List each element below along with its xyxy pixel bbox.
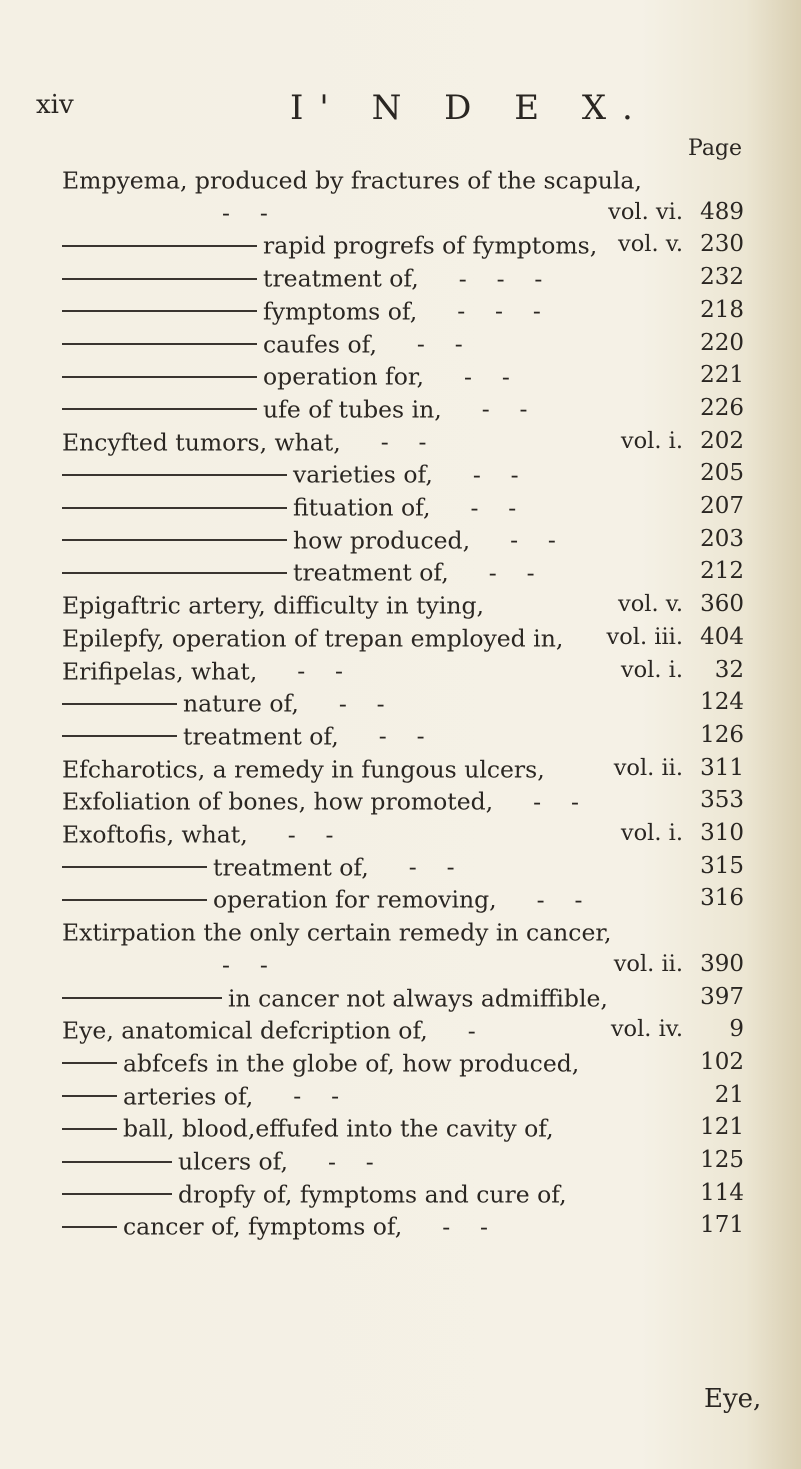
entry-page-number: 102 (700, 1048, 744, 1075)
entry-text: Exoftofis, what, (62, 820, 248, 849)
index-entry (62, 655, 343, 685)
ditto-rule (62, 343, 257, 345)
entry-page-number: 230 (700, 231, 744, 258)
entry-page-number: 397 (700, 983, 744, 1010)
entry-text: abfcefs in the globe of, how produced, (123, 1049, 580, 1078)
leader-dashes: - - (378, 722, 425, 751)
leader-dashes: - - - (458, 264, 543, 293)
entry-volume: vol. i. (620, 656, 683, 683)
entry-page-number: 353 (700, 787, 744, 814)
ditto-rule (62, 507, 287, 509)
entry-page-number: 360 (700, 591, 744, 618)
entry-text: caufes of, (263, 330, 377, 358)
entry-page-number: 311 (700, 754, 744, 781)
entry-text: treatment of, (213, 853, 369, 882)
index-entry (62, 393, 527, 423)
entry-text: Exfoliation of bones, how promoted, (62, 787, 494, 816)
entry-page-number: 203 (700, 525, 744, 552)
entry-page-number: 114 (700, 1179, 744, 1206)
index-entry (62, 720, 425, 750)
ditto-rule (62, 997, 222, 999)
entry-text: ball, blood,effufed into the cavity of, (123, 1114, 554, 1143)
entry-volume: vol. v. (618, 231, 683, 258)
entry-text: Encyfted tumors, what, (62, 428, 341, 457)
index-entry (62, 851, 455, 881)
index-entry (62, 426, 426, 456)
leader-dashes: - - - (457, 297, 541, 326)
index-entry (62, 262, 542, 292)
leader-dashes: - - (481, 395, 528, 424)
entry-text: ufe of tubes in, (263, 395, 442, 424)
index-entry (62, 360, 510, 390)
index-entry (62, 622, 563, 652)
leader-dashes: - - (222, 199, 268, 228)
entry-page-number: 125 (700, 1147, 744, 1173)
leader-dashes: - - (442, 1212, 488, 1241)
catchword: Eye, (704, 1384, 762, 1414)
entry-volume: vol. i. (620, 820, 683, 846)
entry-text: in cancer not always admiffible, (228, 984, 608, 1012)
entry-text: operation for, (263, 362, 425, 391)
index-entry (62, 589, 484, 619)
index-entry (62, 164, 642, 194)
entry-text: ulcers of, (178, 1147, 288, 1176)
index-entry (62, 229, 597, 259)
entry-page-number: 315 (700, 852, 744, 879)
ditto-rule (62, 735, 177, 737)
entry-page-number: 232 (700, 264, 744, 291)
entry-page-number: 390 (700, 950, 744, 977)
entry-page-number: 218 (700, 296, 744, 323)
leader-dashes: - - (380, 428, 427, 457)
entry-volume: vol. v. (618, 591, 683, 618)
ditto-rule (62, 408, 257, 410)
index-entry (62, 687, 385, 717)
ditto-rule (62, 866, 207, 868)
leader-dashes: - - (293, 1082, 340, 1111)
leader-dashes: - - (408, 853, 455, 882)
entry-text: nature of, (183, 689, 299, 718)
entry-page-number: 205 (700, 460, 744, 487)
entry-text: Eye, anatomical defcription of, (62, 1016, 428, 1045)
entry-text: Erifipelas, what, (62, 657, 258, 685)
entry-text: treatment of, (293, 558, 449, 587)
index-entry (62, 982, 608, 1012)
index-entry (62, 949, 268, 979)
index-entry (62, 1014, 476, 1044)
ditto-rule (62, 572, 287, 574)
entry-text: rapid progrefs of fymptoms, (263, 231, 598, 260)
leader-dashes: - - (464, 362, 510, 391)
entry-page-number: 202 (700, 427, 744, 454)
entry-page-number: 212 (700, 558, 744, 585)
ditto-rule (62, 310, 257, 312)
entry-page-number: 404 (700, 623, 744, 650)
index-entry (62, 491, 516, 521)
entry-text: Epigaftric artery, difficulty in tying, (62, 591, 484, 620)
ditto-rule (62, 703, 177, 705)
page-folio: xiv (36, 90, 74, 120)
index-entry (62, 916, 612, 946)
leader-dashes: - - (338, 689, 385, 718)
index-entry (62, 1112, 554, 1142)
ditto-rule (62, 278, 257, 280)
entry-page-number: 310 (700, 820, 744, 846)
index-entry (62, 1178, 567, 1208)
entry-page-number: 21 (714, 1081, 744, 1108)
index-entry (62, 753, 545, 783)
leader-dashes: - - (327, 1147, 374, 1176)
entry-text: fituation of, (293, 493, 431, 522)
ditto-rule (62, 1062, 117, 1064)
index-entry (62, 883, 582, 913)
entry-page-number: 32 (714, 656, 744, 683)
entry-text: Empyema, produced by fractures of the scapula, (62, 166, 642, 195)
entry-text: dropfy of, fymptoms and cure of, (178, 1180, 567, 1209)
entry-page-number: 207 (700, 493, 744, 519)
entry-page-number: 316 (700, 885, 744, 912)
entry-text: operation for removing, (213, 885, 497, 914)
entry-text: Epilepfy, operation of trepan employed in, (62, 624, 564, 653)
entry-text: Efcharotics, a remedy in fungous ulcers, (62, 755, 545, 784)
ditto-rule (62, 1095, 117, 1097)
entry-text: Extirpation the only certain remedy in cancer, (62, 918, 612, 947)
index-entry (62, 556, 535, 586)
entry-text: arteries of, (123, 1082, 254, 1111)
entry-volume: vol. iv. (610, 1016, 683, 1043)
ditto-rule (62, 899, 207, 901)
entry-page-number: 9 (729, 1016, 744, 1043)
leader-dashes: - - (488, 558, 535, 587)
index-entry (62, 1145, 374, 1175)
index-entry (62, 1047, 579, 1077)
ditto-rule (62, 539, 287, 541)
entry-page-number: 221 (700, 362, 744, 389)
leader-dashes: - - (510, 526, 556, 555)
entry-text: treatment of, (263, 264, 419, 293)
leader-dashes: - - (287, 820, 334, 849)
entry-volume: vol. i. (620, 427, 683, 454)
index-entry (62, 1210, 488, 1240)
index-entry (62, 785, 579, 815)
entry-volume: vol. ii. (613, 950, 683, 977)
leader-dashes: - - (536, 885, 583, 914)
ditto-rule (62, 474, 287, 476)
leader-dashes: - - (533, 787, 579, 816)
ditto-rule (62, 1161, 172, 1163)
page-title: I' N D E X. (290, 88, 649, 128)
index-entry (62, 295, 541, 325)
entry-text: how produced, (293, 526, 471, 555)
entry-text: varieties of, (293, 460, 433, 489)
entry-page-number: 124 (700, 689, 744, 716)
leader-dashes: - - (472, 460, 519, 489)
leader-dashes: - - (222, 951, 268, 980)
index-entry (62, 524, 556, 554)
entry-volume: vol. iii. (606, 623, 683, 650)
entry-page-number: 171 (700, 1212, 744, 1239)
ditto-rule (62, 245, 257, 247)
leader-dashes: - - (297, 657, 343, 685)
index-entry (62, 818, 333, 848)
entry-text: treatment of, (183, 722, 339, 751)
index-entry (62, 197, 268, 227)
ditto-rule (62, 1226, 117, 1228)
ditto-rule (62, 1193, 172, 1195)
entry-page-number: 121 (700, 1114, 744, 1141)
entry-page-number: 226 (700, 394, 744, 421)
entry-text: cancer of, fymptoms of, (123, 1212, 403, 1241)
ditto-rule (62, 1128, 117, 1130)
ditto-rule (62, 376, 257, 378)
entry-volume: vol. vi. (608, 198, 683, 225)
entry-text: fymptoms of, (263, 297, 418, 326)
entry-page-number: 489 (700, 198, 744, 225)
entry-page-number: 126 (700, 721, 744, 748)
page-column-header: Page (688, 136, 743, 161)
entry-volume: vol. ii. (613, 754, 683, 781)
leader-dashes: - - (416, 330, 463, 358)
index-entry (62, 1080, 339, 1110)
entry-page-number: 220 (700, 329, 744, 356)
leader-dashes: - - (470, 493, 517, 522)
index-entry (62, 458, 519, 488)
leader-dashes: - (467, 1016, 476, 1045)
index-entry (62, 328, 463, 358)
